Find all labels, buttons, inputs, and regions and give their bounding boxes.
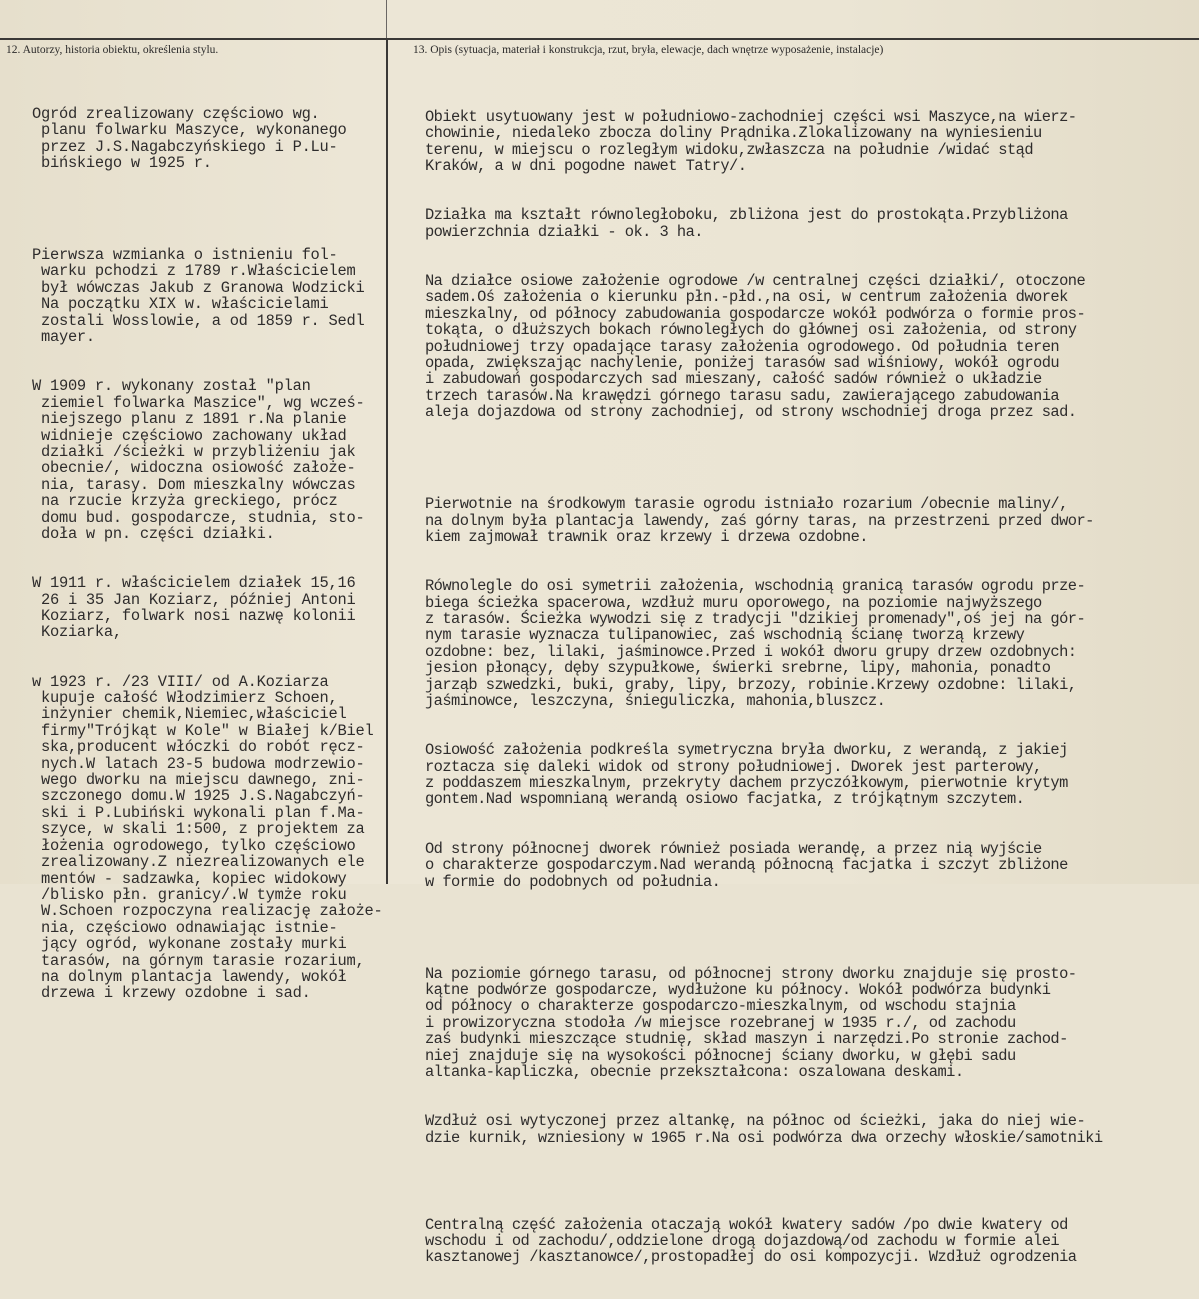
description-paragraph-8: Na poziomie górnego tarasu, od północnej strony dworku znajduje się prosto- kątne podwórze gospodarcze, wydłużone ku północy. Wokół podwórza budynki od północy o charakterze gospodarczo-mieszkalnym, od wschodu stajnia i prowizoryczna stodoła /w miejsce rozebranej w 1935 r./, od zachodu zaś budynki mieszczące studnię, skład maszyn i narzędzi.Po stronie zachod- niej znajduje się na wysokości północnej ściany dworku, w głębi sadu altanka-kapliczka, obecnie przekształcona: oszalowana deskami.	[425, 964, 1077, 1081]
description-paragraph-10: Centralną część założenia otaczają wokół kwatery sadów /po dwie kwatery od wschodu i od zachodu/,oddzielone drogą dojazdową/od zachodu w formie alei kasztanowej /kasztanowce/,prostopadłej do osi kompozycji. Wzdłuż ogrodzenia	[425, 1215, 1077, 1267]
history-paragraph-2: Pierwsza wzmianka o istnieniu fol- warku pchodzi z 1789 r.Właścicielem był wówczas Jakub z Granowa Wodzicki Na początku XIX w. właścicielami zostali Wosslowie, a od 1859 r. Sedl mayer.	[32, 246, 365, 347]
description-paragraph-5: Równolegle do osi symetrii założenia, wschodnią granicą tarasów ogrodu prze- biega ścieżka spacerowa, wzdłuż muru oporowego, na poziomie najwyższego z tarasów. Ścieżka wywodzi się z tradycji "dzikiej promenady",oś jej na gór- nym tarasie wyznacza tulipanowiec, zaś wschodnią ścianę tworzą krzewy ozdobne: bez, lilaki, jaśminowce.Przed i wokół dworu grupy drzew ozdobnych: jesion płonący, dęby szypułkowe, świerki srebrne, lipy, mahonia, ponadto jarząb szwedzki, buki, graby, lipy, brzozy, robinie.Krzewy ozdobne: lilaki, jaśminowce, leszczyna, śnieguliczka, mahonia,bluszcz.	[425, 577, 1086, 711]
history-paragraph-4: W 1911 r. właścicielem działek 15,16 26 i 35 Jan Koziarz, później Antoni Koziarz, folwark nosi nazwę kolonii Koziarka,	[32, 574, 356, 642]
history-paragraph-5: w 1923 r. /23 VIII/ od A.Koziarza kupuje całość Włodzimierz Schoen, inżynier chemik,Niemiec,właściciel firmy"Trójkąt w Kole" w Białej k/Biel ska,producent włóczki do robót ręcz- nych.W latach 23-5 budowa modrzewio- wego dworku na miejscu dawnego, zni- szczonego domu.W 1925 J.S.Nagabczyń- ski i P.Lubiński wykonali plan f.Ma- szyce, w skali 1:500, z projektem za łożenia ogrodowego, tylko częściowo zrealizowany.Z niezrealizowanych ele mentów - sadzawka, kopiec widokowy /blisko płn. granicy/.W tymże roku W.Schoen rozpoczyna realizację założe- nia, częściowo odnawiając istnie- jący ogród, wykonane zostały murki tarasów, na górnym tarasie rozarium, na dolnym plantacja lawendy, wokół drzewa i krzewy ozdobne i sad.	[32, 672, 383, 1003]
history-column	[32, 73, 382, 1035]
history-paragraph-3: W 1909 r. wykonany został "plan ziemiel folwarka Maszice", wg wcześ- niejszego planu z 1891 r.Na planie widnieje częściowo zachowany układ działki /ścieżki w przybliżeniu jak obecnie/, widoczna osiowość założe- nia, tarasy. Dom mieszkalny wówczas na rzucie krzyża greckiego, prócz domu bud. gospodarcze, studnia, sto- doła w pn. części działki.	[32, 377, 365, 543]
section-12-header: 12. Autorzy, historia obiektu, określenia stylu.	[6, 44, 219, 56]
section-13-header: 13. Opis (sytuacja, materiał i konstrukcja, rzut, bryła, elewacje, dach wnętrze wyposażenie, instalacje)	[413, 44, 884, 56]
description-paragraph-2: Działka ma kształt równoległoboku, zbliżona jest do prostokąta.Przybliżona powierzchnia działki - ok. 3 ha.	[425, 206, 1068, 241]
description-paragraph-6: Osiowość założenia podkreśla symetryczna bryła dworku, z werandą, z jakiej roztacza się daleki widok od strony południowej. Dworek jest parterowy, z poddaszem mieszkalnym, przekryty dachem przyczółkowym, pierwotnie krytym gontem.Nad wspomnianą werandą osiowo facjatka, z trójkątnym szczytem.	[425, 741, 1068, 809]
description-paragraph-4: Pierwotnie na środkowym tarasie ogrodu istniało rozarium /obecnie maliny/, na dolnym była plantacja lawendy, zaś górny taras, na przestrzeni przed dwor- kiem zajmował trawnik oraz krzewy i drzewa ozdobne.	[425, 495, 1094, 546]
description-column	[425, 76, 1195, 1299]
description-paragraph-9: Wzdłuż osi wytyczonej przez altankę, na północ od ścieżki, jaka do niej wie- dzie kurnik, wzniesiony w 1965 r.Na osi podwórza dwa orzechy włoskie/samotniki	[425, 1112, 1103, 1147]
column-divider	[386, 40, 388, 884]
column-divider-top	[386, 0, 387, 38]
header-rule	[0, 38, 1199, 40]
description-paragraph-3: Na działce osiowe założenie ogrodowe /w centralnej części działki/, otoczone sadem.Oś założenia o kierunku płn.-płd.,na osi, w centrum założenia dworek mieszkalny, od północy zabudowania gospodarcze wokół podwórza o formie pros- tokąta, o dłuższych bokach równoległych do głównej osi założenia, od strony południowej trzy opadające tarasy założenia ogrodowego. Od południa teren opada, zwiększając nachylenie, poniżej tarasów sad wiśniowy, wokół ogrodu i zabudowań gospodarczych sad mieszany, całość sadów również o układzie trzech tarasów.Na krawędzi górnego tarasu sadu, zawierającego zabudowania aleja dojazdowa od strony zachodniej, od strony wschodniej droga przez sad.	[425, 271, 1086, 422]
description-paragraph-1: Obiekt usytuowany jest w południowo-zachodniej części wsi Maszyce,na wierz- chowinie, niedaleko zbocza doliny Prądnika.Zlokalizowany na wyniesieniu terenu, w miejscu o rozległym widoku,zwłaszcza na południe /widać stąd Kraków, a w dni pogodne nawet Tatry/.	[425, 107, 1077, 176]
history-paragraph-1: Ogród zrealizowany częściowo wg. planu folwarku Maszyce, wykonanego przez J.S.Nagabczyńskiego i P.Lu- bińskiego w 1925 r.	[32, 104, 347, 173]
description-paragraph-7: Od strony północnej dworek również posiada werandę, a przez nią wyjście o charakterze gospodarczym.Nad werandą północną facjatka i szczyt zbliżone w formie do podobnych od południa.	[425, 839, 1068, 891]
